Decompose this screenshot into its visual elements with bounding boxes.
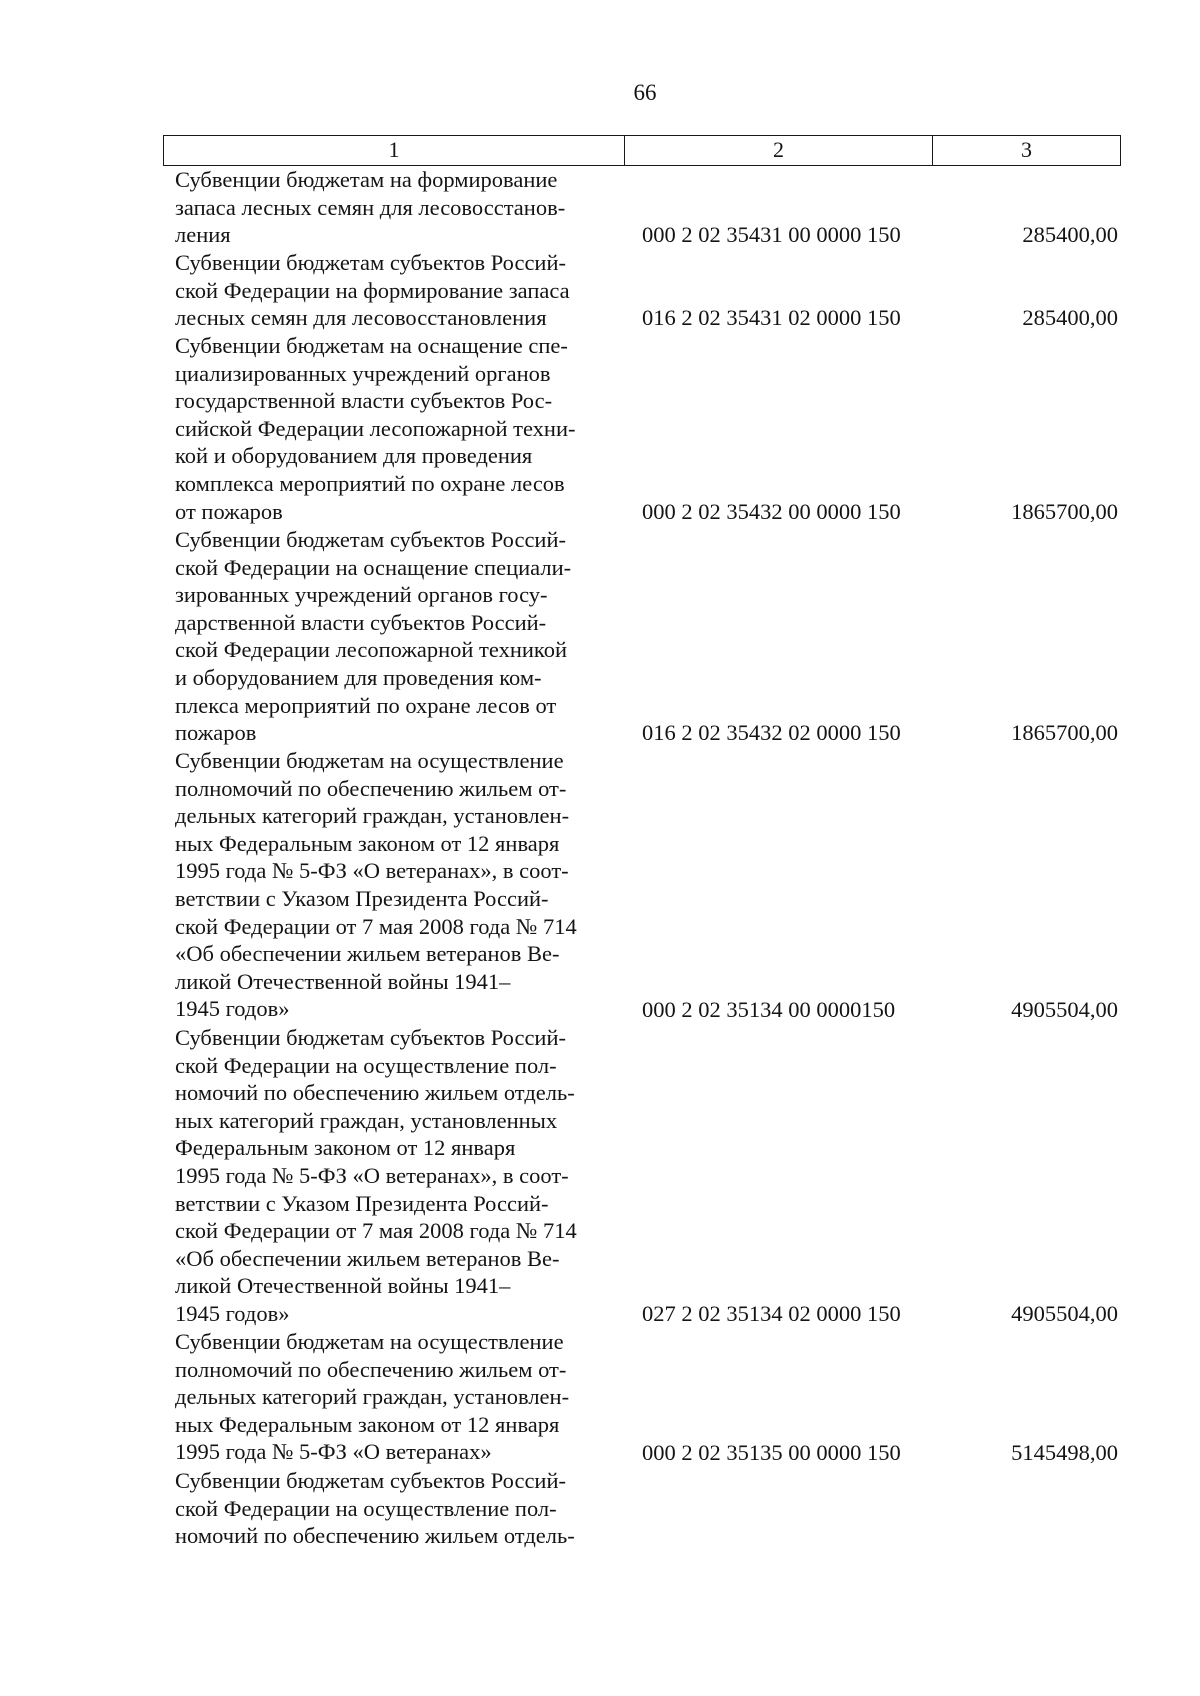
row-amount: 285400,00 (1022, 305, 1118, 330)
page-number: 66 (633, 80, 657, 105)
row-description: Субвенции бюджетам субъектов Россий- ской Федерации на формирование запаса лесных семян для лесовосстановления (175, 250, 570, 331)
row-amount: 285400,00 (1022, 222, 1118, 247)
row-description: Субвенции бюджетам на оснащение спе- циализированных учреждений органов государственной власти субъектов Рос- сийской Федерации лесопожарной техни- кой и оборудованием для проведения комплекса мероприятий по охране лесов от пожаров (175, 333, 576, 524)
row-budget-code: 027 2 02 35134 02 0000 150 (642, 1301, 901, 1326)
column-header-3: 3 (1021, 137, 1032, 162)
row-amount: 1865700,00 (1011, 499, 1118, 524)
row-description: Субвенции бюджетам субъектов Россий- ской Федерации на оснащение специали- зированных учреждений органов госу- дарственной власти субъектов Россий- ской Федерации лесопожарной техникой и оборудованием для проведения ком- плекса мероприятий по охране лесов от пожаров (175, 527, 572, 746)
row-budget-code: 016 2 02 35432 02 0000 150 (642, 720, 901, 745)
row-amount: 1865700,00 (1011, 720, 1118, 745)
row-budget-code: 016 2 02 35431 02 0000 150 (642, 305, 901, 330)
row-amount: 4905504,00 (1011, 1301, 1118, 1326)
row-budget-code: 000 2 02 35135 00 0000 150 (642, 1440, 901, 1465)
row-amount: 4905504,00 (1011, 997, 1118, 1022)
column-header-2: 2 (625, 136, 933, 165)
row-description: Субвенции бюджетам субъектов Россий- ской Федерации на осуществление пол- номочий по обеспечению жильем отдель- (175, 1468, 575, 1549)
row-description: Субвенции бюджетам субъектов Россий- ской Федерации на осуществление пол- номочий по обеспечению жильем отдель- ных категорий граждан, установленных Федеральным законом от 12 января 1995 года № 5-ФЗ «О ветеранах», в соот- ветствии с Указом Президента Россий- ской Федерации от 7 мая 2008 года № 714 «Об обеспечении жильем ветеранов Ве- ликой Отечественной войны 1941– 1945 годов» (175, 1025, 577, 1326)
row-amount: 5145498,00 (1011, 1440, 1118, 1465)
row-budget-code: 000 2 02 35431 00 0000 150 (642, 222, 901, 247)
row-description: Субвенции бюджетам на формирование запаса лесных семян для лесовосстанов- ления (175, 167, 566, 248)
row-budget-code: 000 2 02 35432 00 0000 150 (642, 499, 901, 524)
row-description: Субвенции бюджетам на осуществление полномочий по обеспечению жильем от- дельных категорий граждан, установлен- ных Федеральным законом от 12 января 1995 года № 5-ФЗ «О ветеранах» (175, 1329, 570, 1465)
row-description: Субвенции бюджетам на осуществление полномочий по обеспечению жильем от- дельных категорий граждан, установлен- ных Федеральным законом от 12 января 1995 года № 5-ФЗ «О ветеранах», в соот- ветствии с Указом Президента Россий- ской Федерации от 7 мая 2008 года № 714 «Об обеспечении жильем ветеранов Ве- ликой Отечественной войны 1941– 1945 годов» (175, 748, 577, 1022)
column-header-1: 1 (164, 136, 625, 165)
table-header-row (163, 135, 1121, 166)
row-budget-code: 000 2 02 35134 00 0000150 (642, 997, 896, 1022)
